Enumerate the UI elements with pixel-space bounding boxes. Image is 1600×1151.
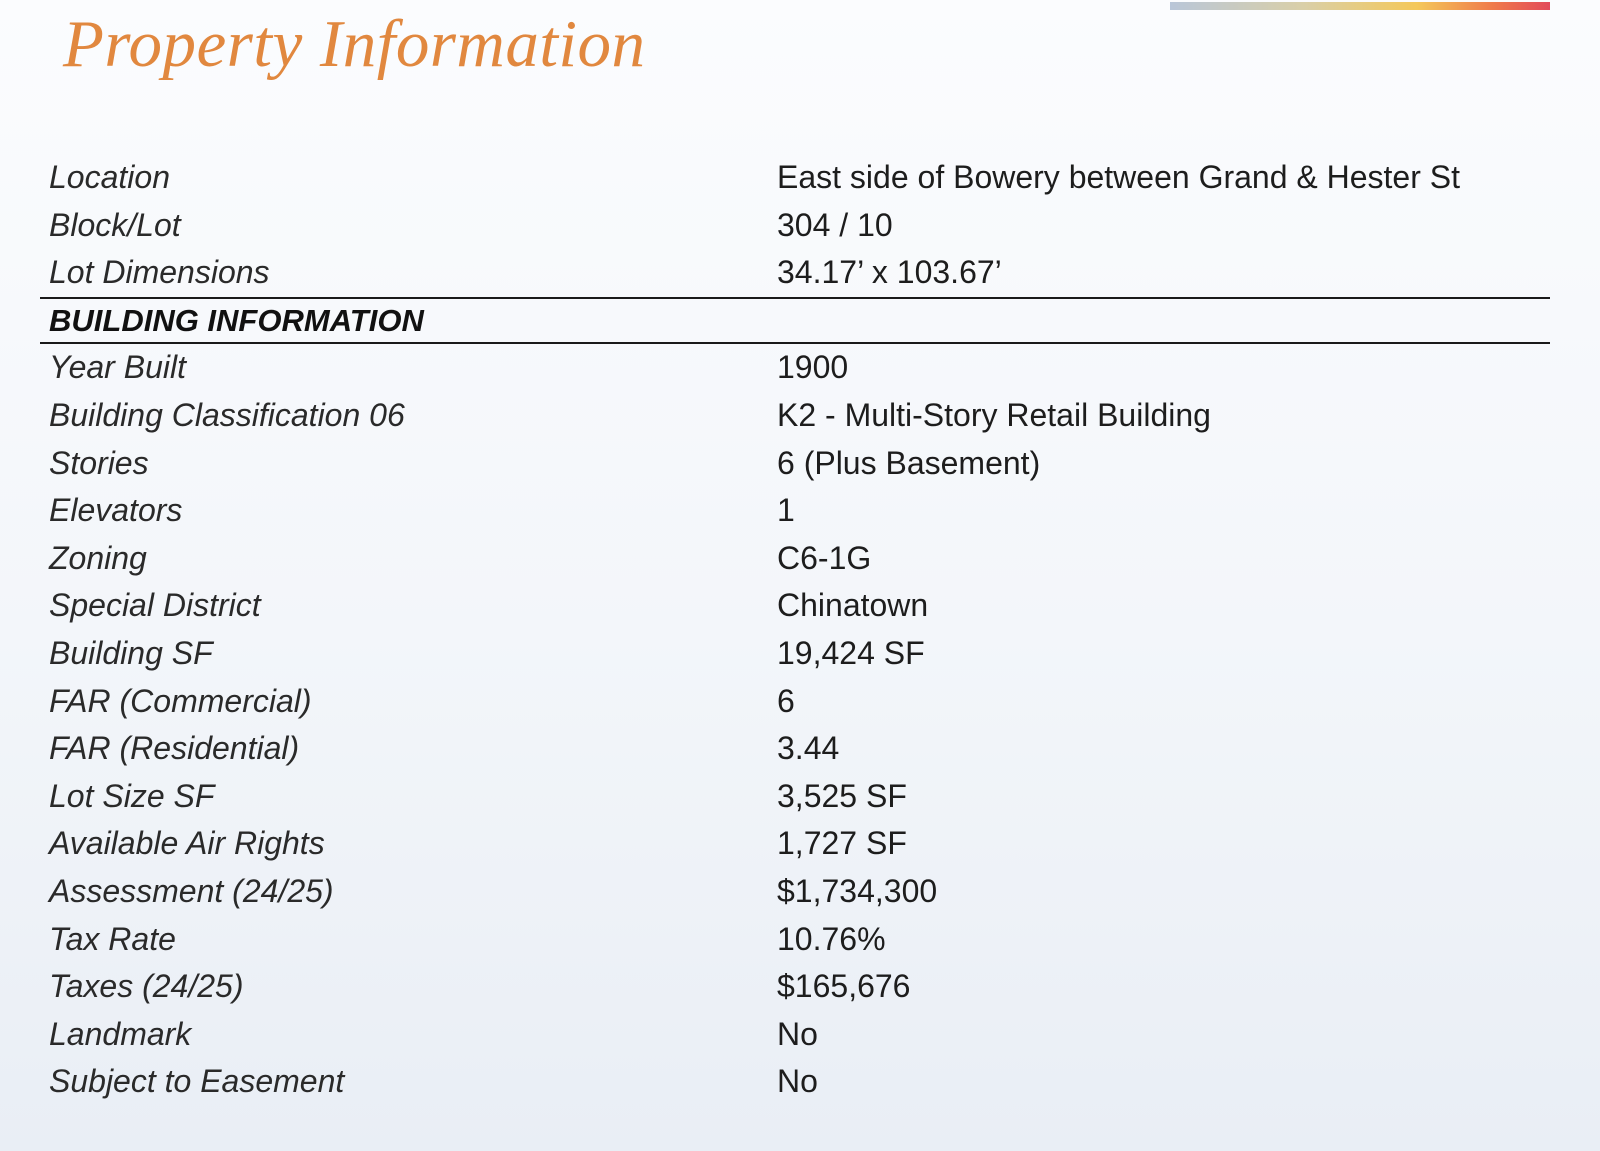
row-label: Lot Dimensions: [49, 254, 270, 291]
table-row: [40, 678, 1550, 726]
row-value: $1,734,300: [777, 872, 938, 909]
section-heading-row: [40, 297, 1550, 345]
row-label: Tax Rate: [49, 920, 176, 957]
row-value: 34.17’ x 103.67’: [777, 254, 1002, 291]
row-label: FAR (Residential): [49, 730, 300, 767]
row-value: 6 (Plus Basement): [777, 444, 1041, 481]
row-label: Year Built: [49, 349, 186, 386]
table-row: [40, 440, 1550, 488]
row-label: Zoning: [49, 539, 147, 576]
row-value: $165,676: [777, 968, 911, 1005]
row-value: 19,424 SF: [777, 634, 925, 671]
table-row: [40, 868, 1550, 916]
accent-gradient-bar: [1170, 2, 1550, 10]
row-value: 10.76%: [777, 920, 886, 957]
row-label: FAR (Commercial): [49, 682, 312, 719]
row-label: Location: [49, 159, 170, 195]
row-value: 1,727 SF: [777, 825, 907, 862]
table-row: [40, 1011, 1550, 1059]
row-value: East side of Bowery between Grand & Hester St: [777, 159, 1460, 195]
table-row: [40, 344, 1550, 392]
row-label: Stories: [49, 444, 149, 481]
row-label: Available Air Rights: [49, 825, 325, 862]
table-row: [40, 820, 1550, 868]
section-heading: BUILDING INFORMATION: [49, 302, 424, 338]
row-value: 1: [777, 492, 795, 529]
row-value: 1900: [777, 349, 849, 386]
row-value: Chinatown: [777, 587, 929, 624]
row-value: No: [777, 1015, 818, 1052]
table-row: [40, 963, 1550, 1011]
row-value: K2 - Multi-Story Retail Building: [777, 396, 1211, 433]
row-value: 6: [777, 682, 795, 719]
row-label: Taxes (24/25): [49, 968, 244, 1005]
table-row: [40, 535, 1550, 583]
table-row: [40, 202, 1550, 250]
row-value: No: [777, 1063, 818, 1100]
table-row: [40, 154, 1550, 202]
row-label: Block/Lot: [49, 206, 181, 243]
row-value: 3,525 SF: [777, 777, 907, 814]
row-label: Lot Size SF: [49, 777, 215, 814]
row-label: Elevators: [49, 492, 183, 529]
row-label: Building SF: [49, 634, 213, 671]
row-value: 304 / 10: [777, 206, 893, 243]
row-label: Assessment (24/25): [49, 872, 334, 909]
table-row: [40, 487, 1550, 535]
table-row: [40, 773, 1550, 821]
table-row: [40, 392, 1550, 440]
row-label: Subject to Easement: [49, 1063, 345, 1100]
row-label: Landmark: [49, 1015, 192, 1052]
row-label: Special District: [49, 587, 261, 624]
row-label: Building Classification 06: [49, 396, 405, 433]
table-row: [40, 582, 1550, 630]
table-row: [40, 630, 1550, 678]
property-info-table: [40, 154, 1550, 1106]
table-row: [40, 725, 1550, 773]
row-value: C6-1G: [777, 539, 872, 576]
page-title: Property Information: [63, 7, 646, 81]
row-value: 3.44: [777, 730, 840, 767]
table-row: [40, 1058, 1550, 1106]
table-row: [40, 916, 1550, 964]
table-row: [40, 249, 1550, 297]
